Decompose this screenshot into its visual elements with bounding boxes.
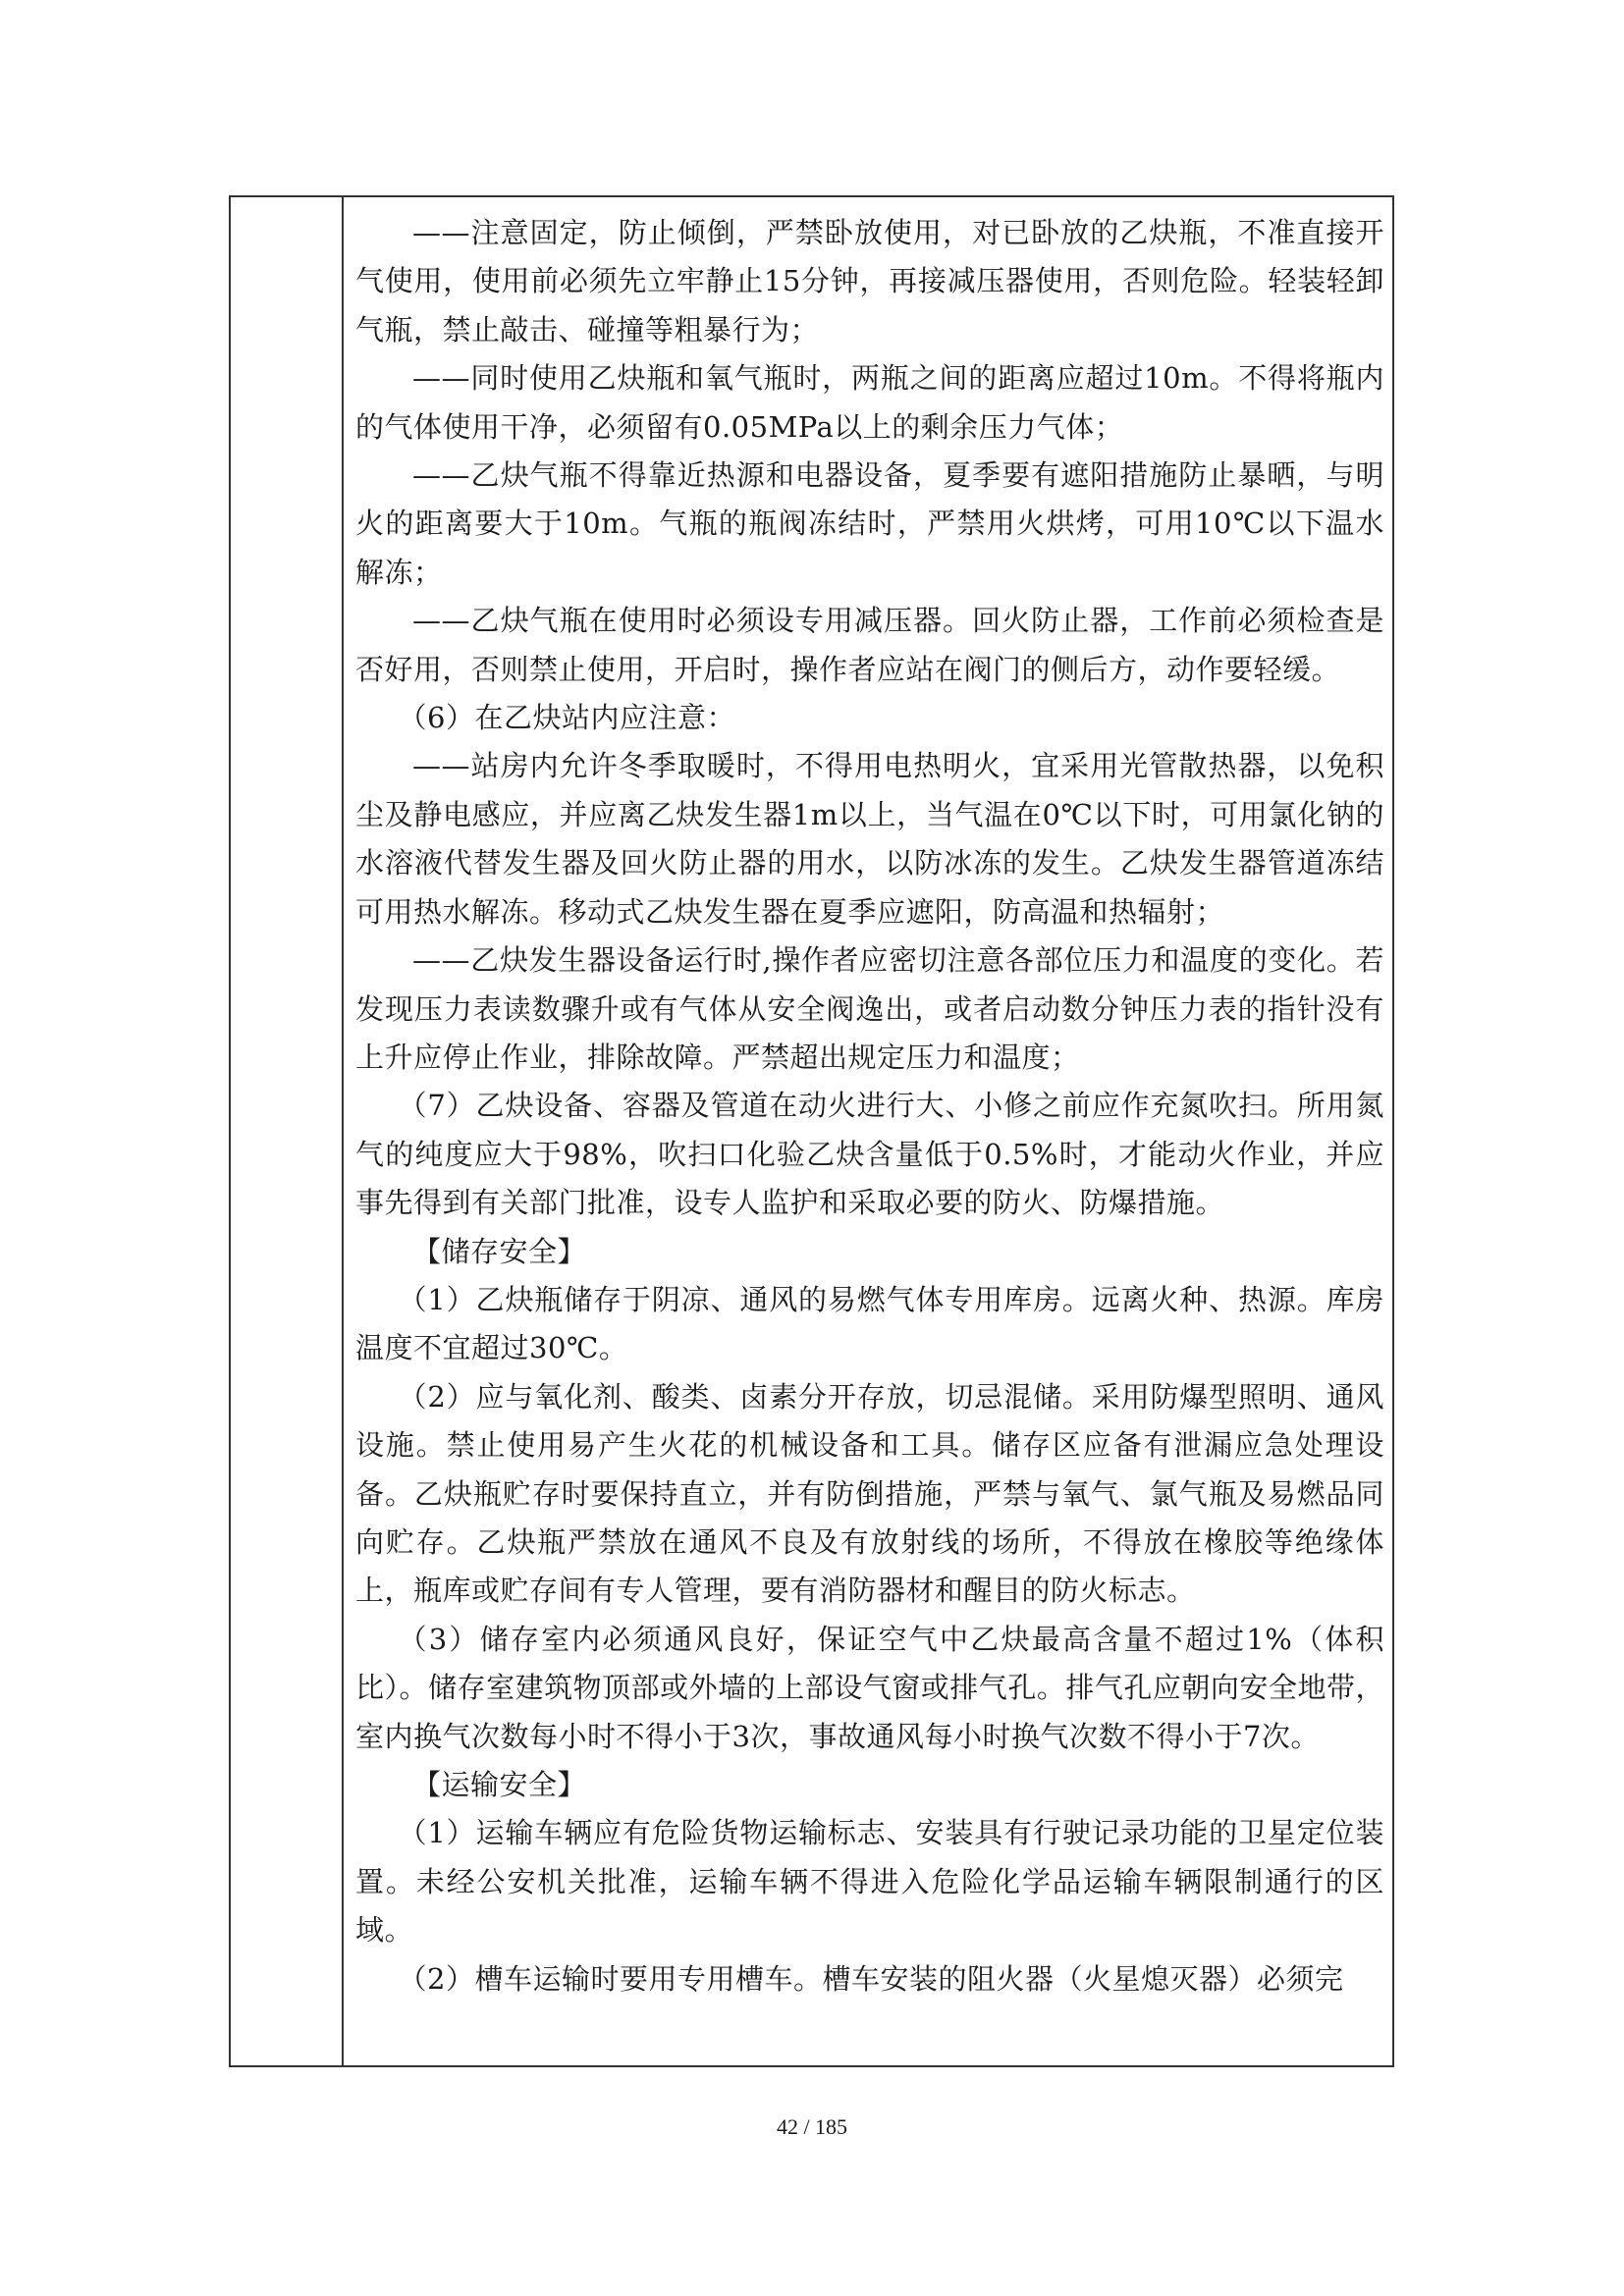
paragraph: ——站房内允许冬季取暖时，不得用电热明火，宜采用光管散热器，以免积尘及静电感应，并应离乙炔发生器1m以上，当气温在0℃以下时，可用氯化钠的水溶液代替发生器及回火防止器的用水，以防冰冻的发生。乙炔发生器管道冻结可用热水解冻。移动式乙炔发生器在夏季应遮阳，防高温和热辐射； bbox=[355, 749, 1384, 929]
document-table bbox=[229, 195, 1394, 2067]
paragraph: ——注意固定，防止倾倒，严禁卧放使用，对已卧放的乙炔瓶，不准直接开气使用，使用前必须先立牢静止15分钟，再接减压器使用，否则危险。轻装轻卸气瓶，禁止敲击、碰撞等粗暴行为； bbox=[355, 216, 1384, 347]
paragraph: （1）运输车辆应有危险货物运输标志、安装具有行驶记录功能的卫星定位装置。未经公安机关批准，运输车辆不得进入危险化学品运输车辆限制通行的区域。 bbox=[355, 1816, 1384, 1948]
page-number: 42 / 185 bbox=[776, 2114, 848, 2139]
paragraph: ——同时使用乙炔瓶和氧气瓶时，两瓶之间的距离应超过10m。不得将瓶内的气体使用干净，必须留有0.05MPa以上的剩余压力气体； bbox=[355, 361, 1384, 444]
table-right-column bbox=[344, 197, 1392, 2065]
paragraph: （2）槽车运输时要用专用槽车。槽车安装的阻火器（火星熄灭器）必须完 bbox=[398, 1961, 1344, 1996]
paragraph: （7）乙炔设备、容器及管道在动火进行大、小修之前应作充氮吹扫。所用氮气的纯度应大于98%，吹扫口化验乙炔含量低于0.5%时，才能动火作业，并应事先得到有关部门批准，设专人监护和采取必要的防火、防爆措施。 bbox=[355, 1089, 1384, 1220]
paragraph: （2）应与氧化剂、酸类、卤素分开存放，切忌混储。采用防爆型照明、通风设施。禁止使用易产生火花的机械设备和工具。储存区应备有泄漏应急处理设备。乙炔瓶贮存时要保持直立，并有防倒措施，严禁与氧气、氯气瓶及易燃品同向贮存。乙炔瓶严禁放在通风不良及有放射线的场所，不得放在橡胶等绝缘体上，瓶库或贮存间有专人管理，要有消防器材和醒目的防火标志。 bbox=[355, 1379, 1384, 1608]
paragraph: ——乙炔气瓶在使用时必须设专用减压器。回火防止器，工作前必须检查是否好用，否则禁止使用，开启时，操作者应站在阀门的侧后方，动作要轻缓。 bbox=[355, 604, 1384, 686]
section-heading-storage: 【储存安全】 bbox=[412, 1234, 587, 1268]
paragraph: （1）乙炔瓶储存于阴凉、通风的易燃气体专用库房。远离火种、热源。库房温度不宜超过30℃。 bbox=[355, 1282, 1384, 1365]
paragraph: （3）储存室内必须通风良好，保证空气中乙炔最高含量不超过1%（体积比）。储存室建筑物顶部或外墙的上部设气窗或排气孔。排气孔应朝向安全地带，室内换气次数每小时不得小于3次，事故通风每小时换气次数不得小于7次。 bbox=[355, 1622, 1384, 1753]
section-heading-transport: 【运输安全】 bbox=[412, 1768, 587, 1801]
paragraph: （6）在乙炔站内应注意： bbox=[398, 701, 735, 735]
document-body bbox=[355, 209, 1384, 2003]
paragraph: ——乙炔发生器设备运行时,操作者应密切注意各部位压力和温度的变化。若发现压力表读数骤升或有气体从安全阀逸出，或者启动数分钟压力表的指针没有上升应停止作业，排除故障。严禁超出规定压力和温度； bbox=[355, 943, 1384, 1074]
paragraph: ——乙炔气瓶不得靠近热源和电器设备，夏季要有遮阳措施防止暴晒，与明火的距离要大于10m。气瓶的瓶阀冻结时，严禁用火烘烤，可用10℃以下温水解冻； bbox=[355, 458, 1384, 589]
table-left-column bbox=[231, 197, 344, 2065]
